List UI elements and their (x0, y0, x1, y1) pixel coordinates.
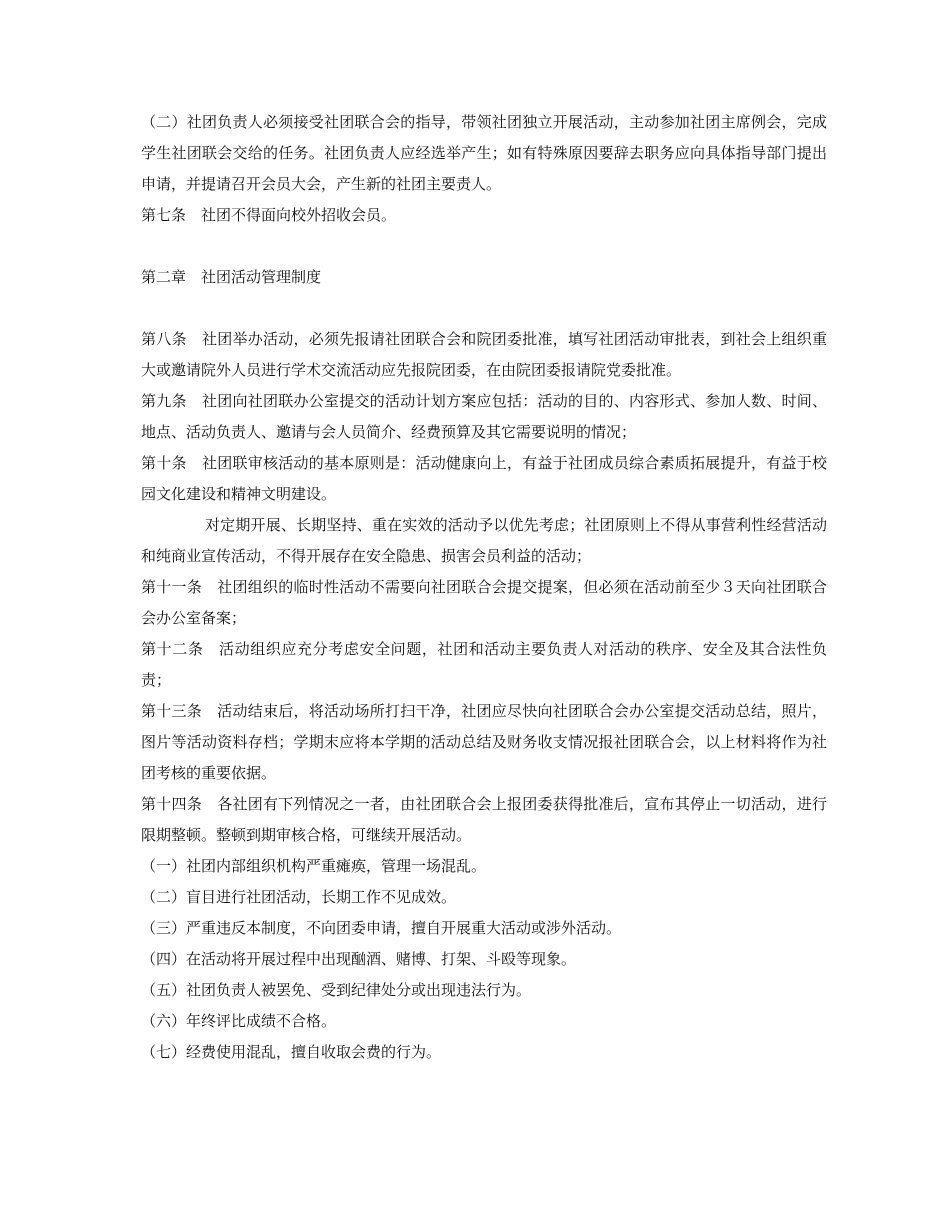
list-item: （六）年终评比成绩不合格。 (141, 1012, 337, 1030)
article-8: 第八条 社团举办活动，必须先报请社团联合会和院团委批准，填写社团活动审批表，到社会上组织重大或邀请院外人员进行学术交流活动应先报院团委，在由院团委报请院党委批准。 (141, 330, 827, 379)
list-item: （三）严重违反本制度，不向团委申请，擅自开展重大活动或涉外活动。 (141, 919, 622, 937)
article-7: 第七条 社团不得面向校外招收会员。 (141, 206, 397, 224)
article-12: 第十二条 活动组织应充分考虑安全问题，社团和活动主要负责人对活动的秩序、安全及其合法性负责； (141, 640, 827, 689)
list-item: （二）盲目进行社团活动，长期工作不见成效。 (141, 888, 457, 906)
article-10-continuation: 对定期开展、长期坚持、重在实效的活动予以优先考虑；社团原则上不得从事营利性经营活动和纯商业宣传活动，不得开展存在安全隐患、损害会员利益的活动； (141, 516, 827, 565)
chapter-2-title: 第二章 社团活动管理制度 (141, 268, 322, 286)
spacer (141, 293, 827, 324)
list-item: （五）社团负责人被罢免、受到纪律处分或出现违法行为。 (141, 981, 532, 999)
document-page (141, 107, 827, 1068)
article-13: 第十三条 活动结束后，将活动场所打扫干净，社团应尽快向社团联合会办公室提交活动总结，照片，图片等活动资料存档；学期末应将本学期的活动总结及财务收支情况报社团联合会，以上材料将作为社团考核的重要依据。 (141, 702, 827, 782)
article-9: 第九条 社团向社团联办公室提交的活动计划方案应包括：活动的目的、内容形式、参加人数、时间、地点、活动负责人、邀请与会人员简介、经费预算及其它需要说明的情况； (141, 392, 827, 441)
list-item: （七）经费使用混乱，擅自收取会费的行为。 (141, 1043, 442, 1061)
article-14: 第十四条 各社团有下列情况之一者，由社团联合会上报团委获得批准后，宣布其停止一切活动，进行限期整顿。整顿到期审核合格，可继续开展活动。 (141, 795, 827, 844)
article-10: 第十条 社团联审核活动的基本原则是：活动健康向上，有益于社团成员综合素质拓展提升，有益于校园文化建设和精神文明建设。 (141, 454, 827, 503)
list-item: （一）社团内部组织机构严重瘫痪，管理一场混乱。 (141, 857, 487, 875)
spacer (141, 231, 827, 262)
article-11: 第十一条 社团组织的临时性活动不需要向社团联合会提交提案，但必须在活动前至少３天向社团联合会办公室备案； (141, 578, 827, 627)
paragraph-top-1: （二）社团负责人必须接受社团联合会的指导，带领社团独立开展活动，主动参加社团主席例会，完成学生社团联会交给的任务。社团负责人应经选举产生；如有特殊原因要辞去职务应向具体指导部门提出申请，并提请召开会员大会，产生新的社团主要责人。 (141, 113, 827, 193)
list-item: （四）在活动将开展过程中出现酗酒、赌博、打架、斗殴等现象。 (141, 950, 577, 968)
